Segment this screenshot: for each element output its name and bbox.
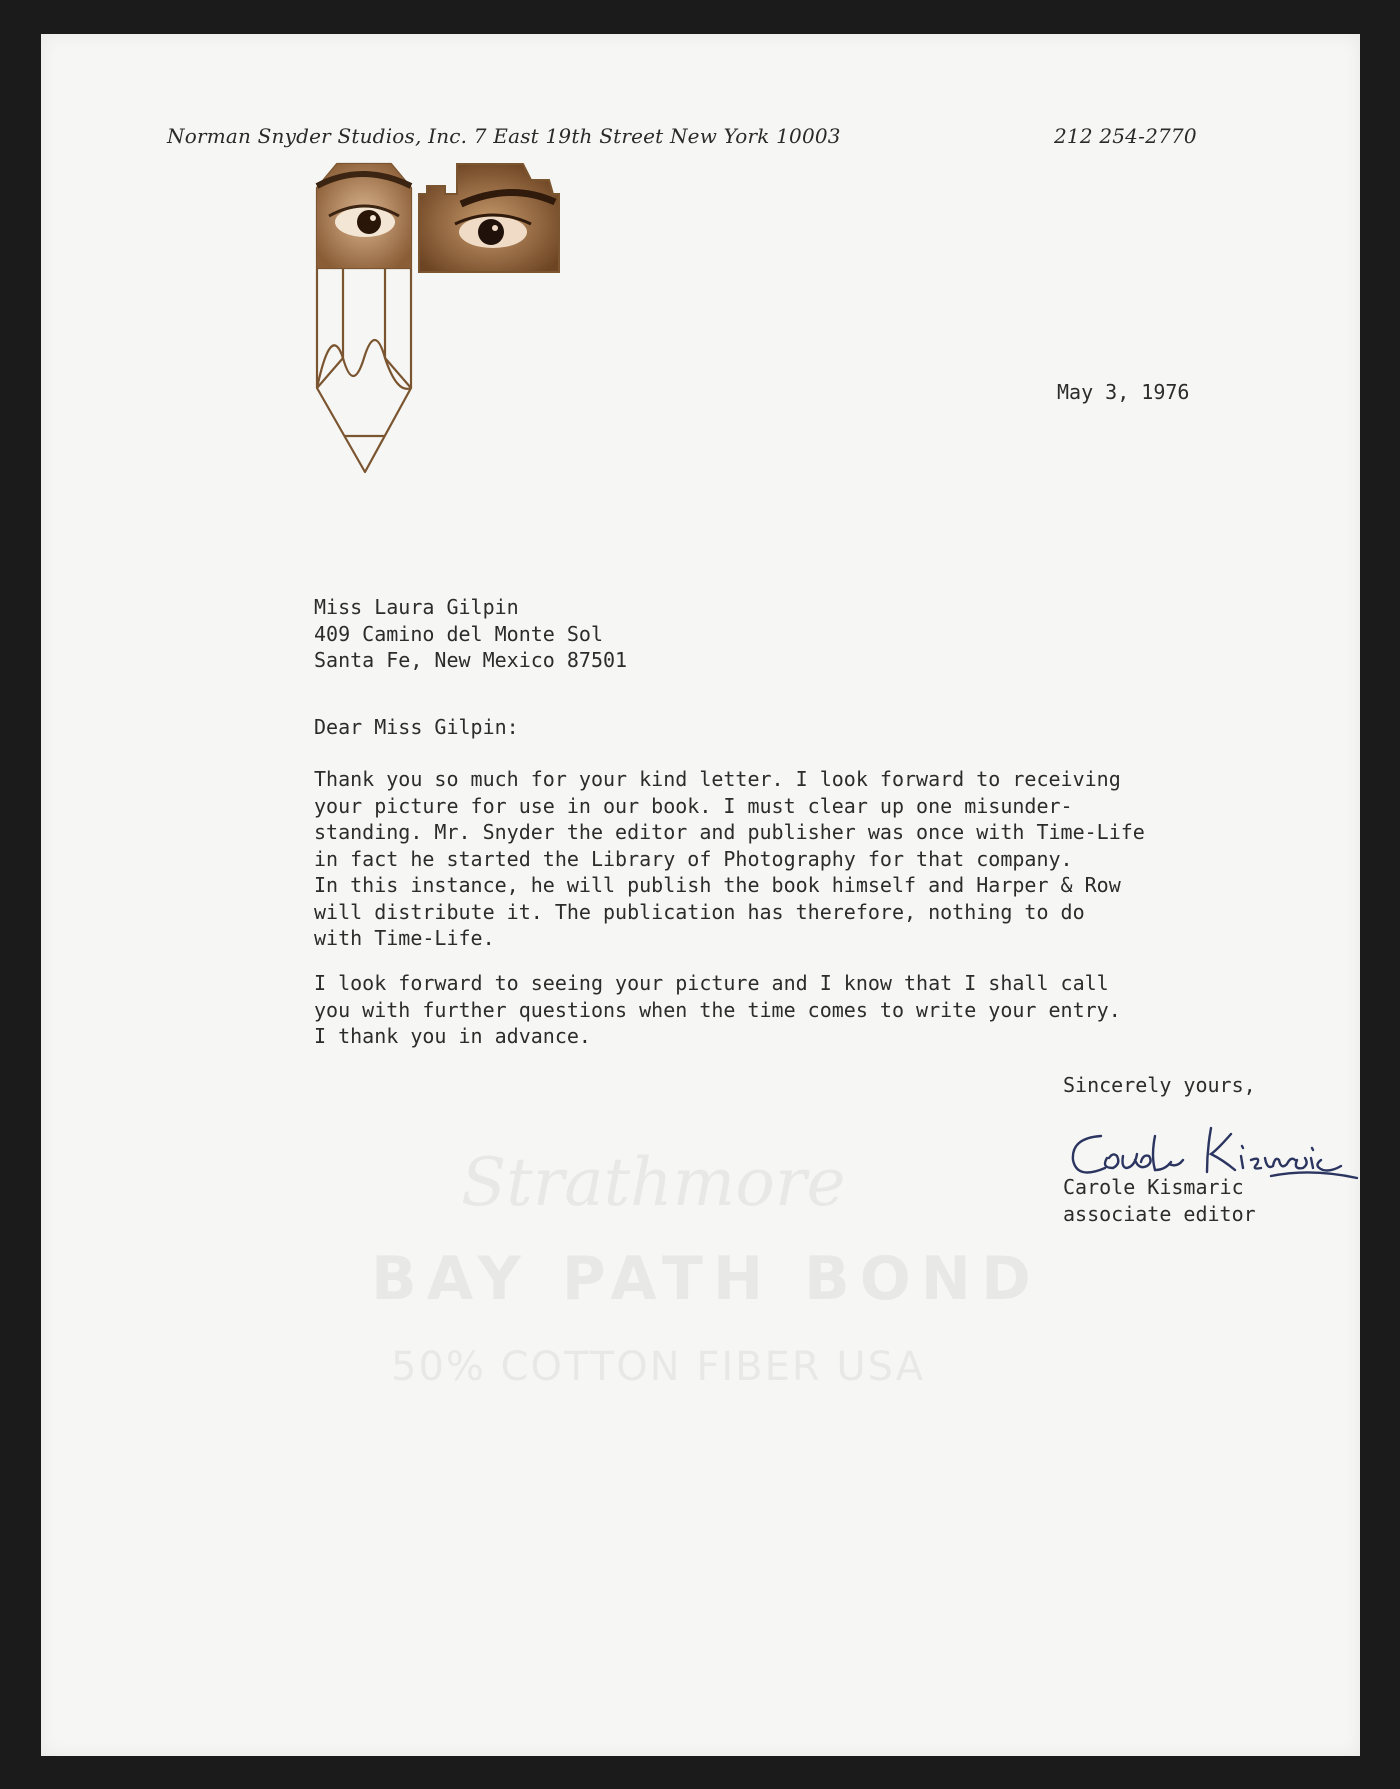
recipient-street: 409 Camino del Monte Sol: [314, 621, 603, 646]
body-paragraph-1: Thank you so much for your kind letter. I look forward to receiving your picture for use in our book. I must clear up one misunder- standing. Mr. Snyder the editor and publisher was once with Time-Life in fact he started the Library of Photography for that company. In this instance, he will publish the book himself and Harper & Row will distribute it. The publication has therefore, nothing to do with Time-Life.: [314, 767, 1145, 950]
watermark-line-3: 50% COTTON FIBER USA: [391, 1344, 926, 1390]
letterhead-phone: 212 254-2770: [1054, 124, 1197, 148]
watermark-line-1: Strathmore: [461, 1144, 846, 1221]
body-paragraph-2: I look forward to seeing your picture and I know that I shall call you with further questions when the time comes to write your entry. I thank you in advance.: [314, 971, 1121, 1048]
recipient-address: [314, 594, 627, 674]
closing: Sincerely yours,: [1063, 1073, 1256, 1097]
signatory-block: [1063, 1174, 1256, 1227]
watermark-line-2: BAY PATH BOND: [371, 1244, 1041, 1314]
paper-watermark: [371, 1144, 1041, 1444]
recipient-city-line: Santa Fe, New Mexico 87501: [314, 648, 628, 672]
signatory-title: associate editor: [1063, 1201, 1256, 1226]
salutation: Dear Miss Gilpin:: [314, 715, 519, 739]
recipient-name: Miss Laura Gilpin: [314, 595, 519, 619]
letterhead-company-line: Norman Snyder Studios, Inc. 7 East 19th Street New York 10003: [167, 124, 841, 148]
letter-date: May 3, 1976: [1057, 380, 1190, 404]
letter-sheet: [41, 34, 1360, 1756]
pencil-camera-eyes-logo-icon: [307, 162, 607, 502]
signatory-name: Carole Kismaric: [1063, 1175, 1244, 1199]
